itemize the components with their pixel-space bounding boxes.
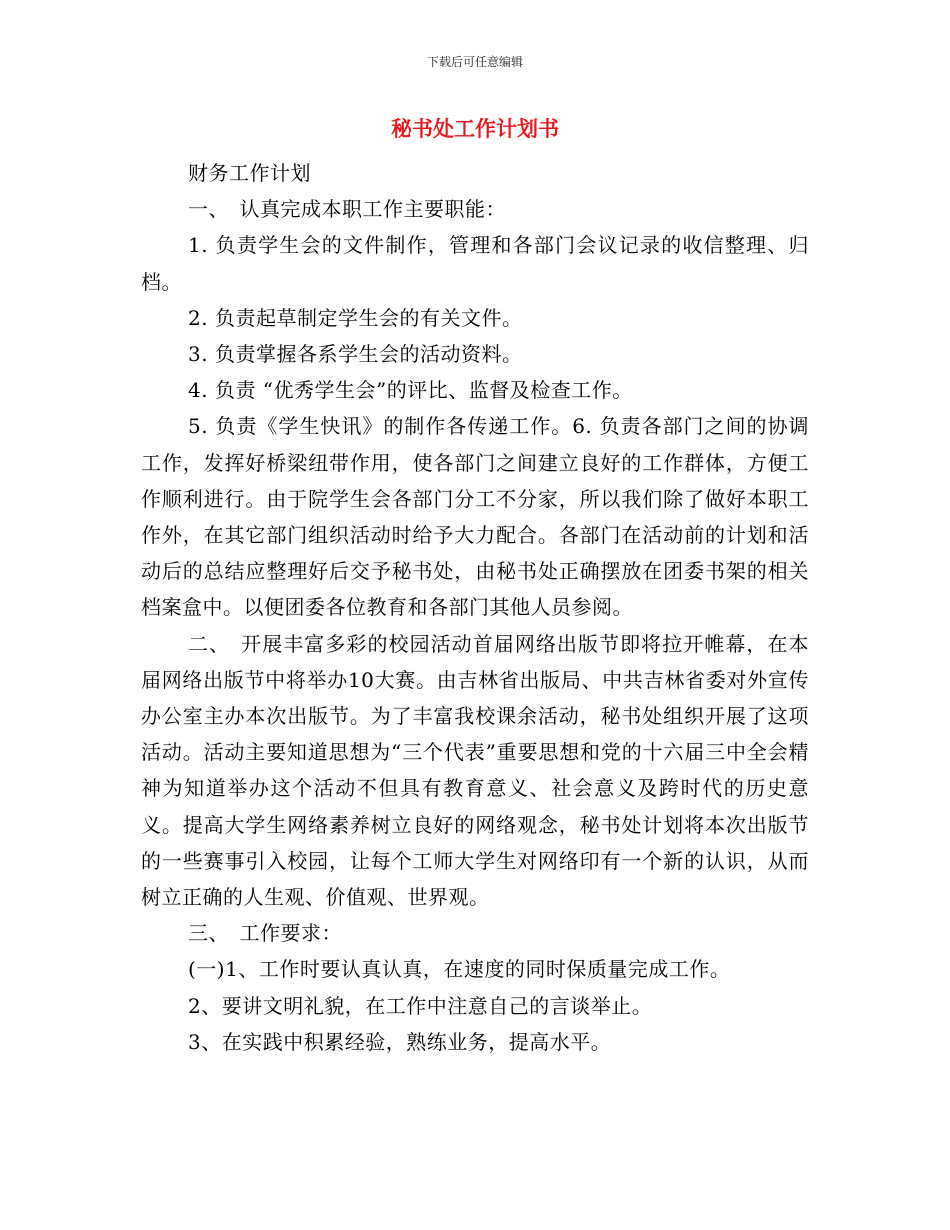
section-heading: 三、 工作要求： (188, 921, 342, 946)
list-item: 1. 负责学生会的文件制作，管理和各部门会议记录的收信整理、归档。 (141, 233, 809, 294)
list-item: 3、在实践中积累经验，熟练业务，提高水平。 (188, 1029, 612, 1054)
list-item: 5. 负责《学生快讯》的制作各传递工作。6. 负责各部门之间的协调工作，发挥好桥梁纽带作用，使各部门之间建立良好的工作群体，方便工作顺利进行。由于院学生会各部门分工不分家，所以我们除了做好本职工作外，在其它部门组织活动时给予大力配合。各部门在活动前的计划和活动后的总结应整理好后交予秘书处，由秘书处正确摆放在团委书架的相关档案盒中。以便团委各位教育和各部门其他人员参阅。 (141, 414, 809, 620)
list-item: (一)1、工作时要认真认真，在速度的同时保质量完成工作。 (188, 957, 731, 982)
section-heading: 一、 认真完成本职工作主要职能： (188, 197, 506, 222)
list-item: 3. 负责掌握各系学生会的活动资料。 (188, 342, 523, 367)
section-heading: 财务工作计划 (188, 161, 311, 185)
body-paragraph: 二、 开展丰富多彩的校园活动首届网络出版节即将拉开帷幕，在本届网络出版节中将举办10大赛。由吉林省出版局、中共吉林省委对外宣传办公室主办本次出版节。为了丰富我校课余活动，秘书处组织开展了这项活动。活动主要知道思想为“三个代表”重要思想和党的十六届三中全会精神为知道举办这个活动不但具有教育意义、社会意义及跨时代的历史意义。提高大学生网络素养树立良好的网络观念，秘书处计划将本次出版节的一些赛事引入校园，让每个工师大学生对网络印有一个新的认识，从而树立正确的人生观、价值观、世界观。 (141, 631, 809, 910)
list-item: 4. 负责 “优秀学生会”的评比、监督及检查工作。 (188, 378, 633, 403)
document-body (141, 155, 809, 1060)
document-title: 秘书处工作计划书 (391, 117, 559, 141)
header-note: 下载后可任意编辑 (426, 55, 523, 69)
list-item: 2、要讲文明礼貌，在工作中注意自己的言谈举止。 (188, 993, 653, 1018)
list-item: 2. 负责起草制定学生会的有关文件。 (188, 305, 523, 330)
